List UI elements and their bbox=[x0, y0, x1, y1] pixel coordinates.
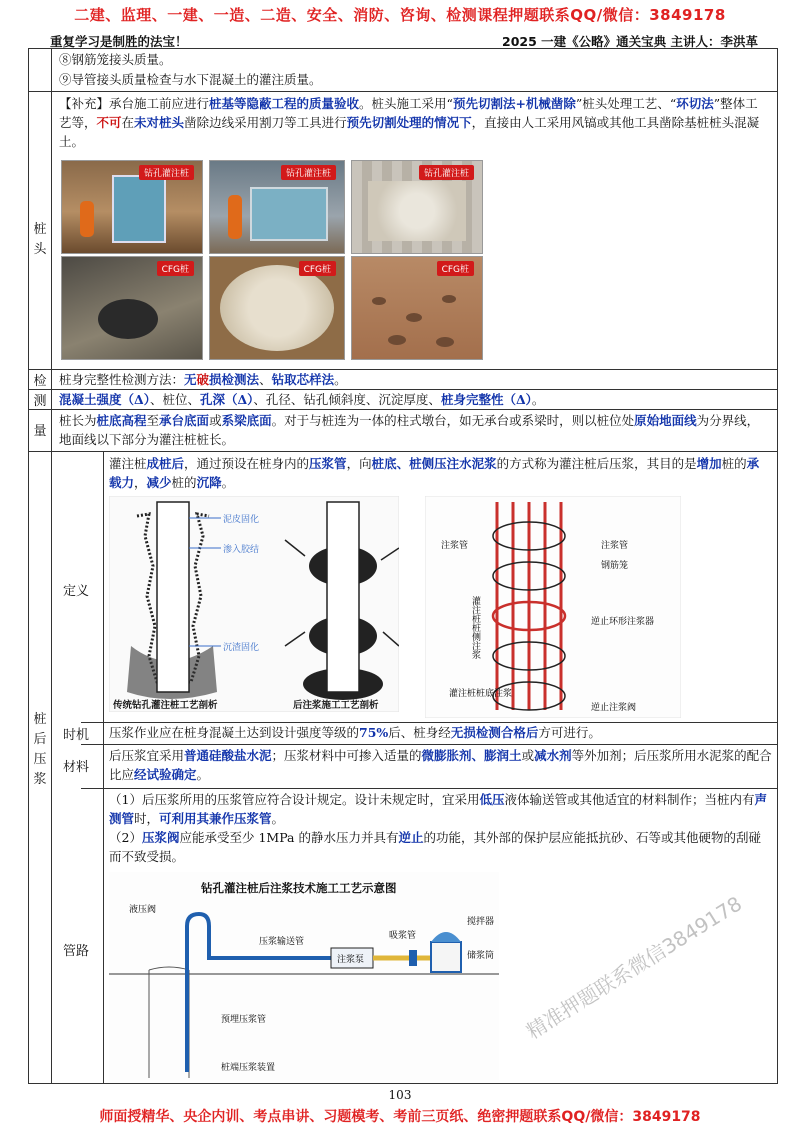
material-text: 后压浆宜采用普通硅酸盐水泥；压浆材料中可掺入适量的微膨胀剂、膨润土或减水剂等外加剂；后压浆所用水泥浆的配合比应经试验确定。 bbox=[109, 748, 772, 782]
page-number: 103 bbox=[388, 1088, 412, 1102]
diagram-label: 钢筋笼 bbox=[601, 561, 629, 571]
photo-tag: 钻孔灌注桩 bbox=[139, 165, 194, 180]
diagram-label: 泥皮固化 bbox=[223, 515, 260, 525]
pile-dot bbox=[442, 295, 456, 303]
sub-label-definition: 定义 bbox=[63, 584, 90, 599]
pile-model-shape bbox=[112, 175, 166, 243]
row-divider bbox=[81, 744, 777, 745]
motto: 重复学习是制胜的法宝！ bbox=[50, 34, 188, 49]
diagram-background bbox=[425, 496, 681, 718]
rebar-cage-diagram bbox=[425, 496, 681, 718]
row-label: 测 bbox=[33, 394, 47, 409]
photo-tag: CFG桩 bbox=[437, 261, 474, 276]
book-title: 2025 一建《公略》通关宝典 主讲人：李洪革 bbox=[502, 34, 758, 49]
table-row-post-grouting bbox=[29, 451, 777, 1084]
construction-photo bbox=[61, 160, 203, 254]
construction-photo bbox=[61, 256, 203, 360]
column-divider bbox=[51, 410, 52, 452]
bottom-banner: 师面授精华、央企内训、考点串讲、习题模考、考前三页纸、绝密押题联系QQ/微信：3849178 bbox=[99, 1109, 701, 1125]
table-row bbox=[29, 49, 777, 91]
construction-photo bbox=[209, 160, 345, 254]
diagram-label: 灌注桩桩侧注浆 bbox=[470, 596, 480, 659]
diagram-label: 储浆筒 bbox=[467, 951, 495, 961]
row-label: 桩头 bbox=[33, 222, 47, 257]
row-label: 桩 后 压 浆 bbox=[33, 712, 47, 787]
diagram-label: 逆止注浆阀 bbox=[591, 703, 637, 713]
diagram-background bbox=[109, 872, 499, 1080]
diagram-label: 桩端压浆装置 bbox=[221, 1063, 276, 1073]
worker-figure bbox=[80, 201, 94, 237]
detect-items-text: 混凝土强度（Δ）、桩位、孔深（Δ）、孔径、钻孔倾斜度、沉淀厚度、桩身完整性（Δ）。 bbox=[59, 392, 545, 407]
valve-shape bbox=[409, 950, 417, 966]
construction-photo bbox=[209, 256, 345, 360]
table-row-detect-2 bbox=[29, 389, 777, 410]
traditional-pile bbox=[157, 502, 189, 692]
column-divider bbox=[51, 370, 52, 390]
worker-figure bbox=[228, 195, 242, 239]
diagram-label: 吸浆管 bbox=[389, 931, 417, 941]
watermark: 精准押题联系微信3849178 bbox=[522, 891, 747, 1044]
diagram-label: 液压阀 bbox=[129, 905, 157, 915]
supplement-text: 【补充】承台施工前应进行桩基等隐蔽工程的质量验收。桩头施工采用“预先切割法+机械凿除”桩头处理工艺、“环切法”整体工艺等，不可在未对桩头凿除边线采用割刀等工具进行预先切割处理的情况下，直接由人工采用风镐或其他工具凿除基桩桩头混凝土。 bbox=[59, 96, 760, 149]
diagram-label: 注浆管 bbox=[441, 541, 469, 551]
sub-label-timing: 时机 bbox=[63, 728, 90, 743]
photo-tag: CFG桩 bbox=[157, 261, 194, 276]
sub-label-material: 材料 bbox=[63, 760, 90, 775]
pile-length-text: 桩长为桩底高程至承台底面或系梁底面。对于与桩连为一体的柱式墩台，如无承台或系梁时，则以桩位处原始地面线为分界线，地面线以下部分为灌注桩桩长。 bbox=[59, 413, 760, 447]
diagram-label: 压浆输送管 bbox=[259, 937, 305, 947]
table-row-detect-3 bbox=[29, 409, 777, 452]
column-divider bbox=[51, 92, 52, 412]
column-divider bbox=[51, 452, 52, 1084]
machine-shape bbox=[98, 299, 158, 339]
photo-tag: 钻孔灌注桩 bbox=[419, 165, 474, 180]
diagram-label: 注浆管 bbox=[601, 541, 629, 551]
grouting-process-diagram bbox=[109, 872, 499, 1080]
pipe-text-2: （2）压浆阀应能承受至少 1MPa 的静水压力并具有逆止的功能，其外部的保护层应能抵抗砂、石等或其他硬物的刮碰而不致受损。 bbox=[109, 830, 762, 864]
table-row-detect-1 bbox=[29, 369, 777, 390]
sub-label-pipe: 管路 bbox=[63, 944, 90, 959]
detect-methods-text: 桩身完整性检测方法：无破损检测法、钻取芯样法。 bbox=[59, 372, 347, 387]
diagram-label: 灌注桩桩底注浆 bbox=[449, 689, 513, 699]
diagram-label: 逆止环形注浆器 bbox=[591, 617, 655, 627]
diagram-label: 搅拌器 bbox=[467, 917, 495, 927]
photo-tag: CFG桩 bbox=[299, 261, 336, 276]
list-item: ⑧钢筋笼接头质量。 bbox=[59, 52, 172, 67]
diagram-title: 钻孔灌注桩后注浆技术施工工艺示意图 bbox=[201, 881, 397, 895]
column-divider bbox=[51, 49, 52, 91]
list-item: ⑨导管接头质量检查与水下混凝土的灌注质量。 bbox=[59, 72, 322, 87]
diagram-label: 沉渣固化 bbox=[223, 643, 260, 653]
diagram-caption: 传统钻孔灌注桩工艺剖析 bbox=[113, 700, 218, 711]
pile-model-shape bbox=[250, 187, 328, 241]
construction-photo bbox=[351, 256, 483, 360]
diagram-label: 渗入胶结 bbox=[223, 545, 260, 555]
row-label: 检 bbox=[33, 374, 47, 389]
rebar-field bbox=[368, 181, 466, 241]
pile-dot bbox=[372, 297, 386, 305]
slurry-tank bbox=[431, 942, 461, 972]
post-grouting-pile bbox=[327, 502, 359, 692]
column-divider bbox=[51, 390, 52, 410]
diagram-label: 注浆泵 bbox=[337, 955, 365, 965]
pipe-text-1: （1）后压浆所用的压浆管应符合设计规定。设计未规定时，宜采用低压液体输送管或其他适宜的材料制作；当桩内有声测管时，可利用其兼作压浆管。 bbox=[109, 792, 768, 826]
construction-photo bbox=[351, 160, 483, 254]
diagram-caption: 后注浆施工工艺剖析 bbox=[293, 700, 379, 711]
column-divider bbox=[103, 452, 104, 1084]
pile-dot bbox=[436, 337, 454, 347]
pile-dot bbox=[388, 335, 406, 345]
diagram-label: 预埋压浆管 bbox=[221, 1015, 267, 1025]
table-row-pile-head bbox=[29, 91, 777, 412]
pile-head-cross-section bbox=[220, 265, 334, 351]
definition-text: 灌注桩成桩后，通过预设在桩身内的压浆管，向桩底、桩侧压注水泥浆的方式称为灌注桩后压浆，其目的是增加桩的承载力，减少桩的沉降。 bbox=[109, 456, 760, 490]
photo-tag: 钻孔灌注桩 bbox=[281, 165, 336, 180]
row-divider bbox=[81, 788, 777, 789]
timing-text: 压浆作业应在桩身混凝土达到设计强度等级的75%后、桩身经无损检测合格后方可进行。 bbox=[109, 725, 601, 740]
top-banner: 二建、监理、一建、一造、二造、安全、消防、咨询、检测课程押题联系QQ/微信：3849178 bbox=[74, 6, 726, 24]
pile-dot bbox=[406, 313, 422, 322]
grouting-comparison-diagram bbox=[109, 496, 399, 712]
row-label: 量 bbox=[33, 424, 47, 439]
